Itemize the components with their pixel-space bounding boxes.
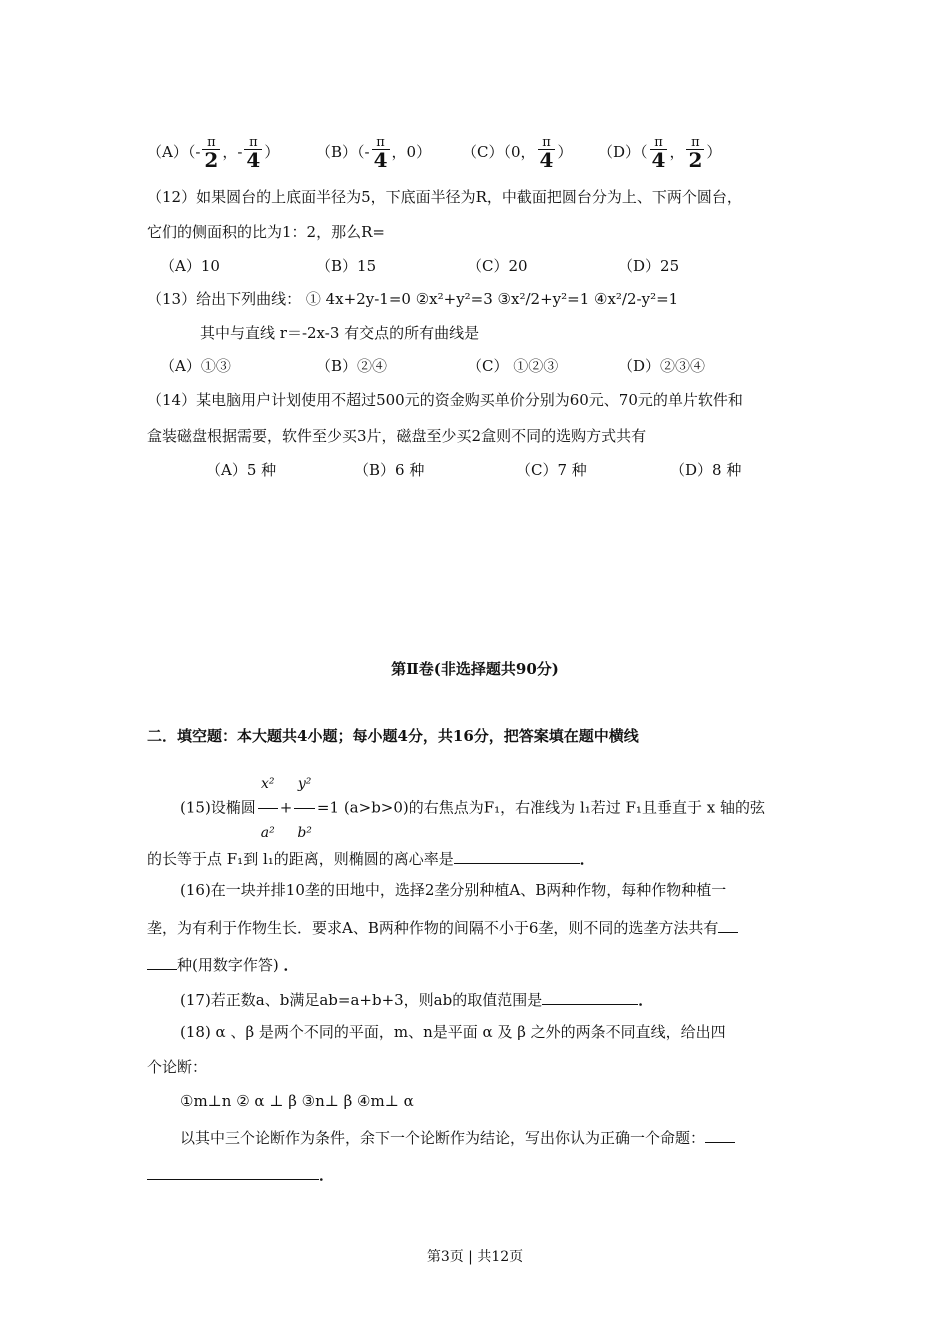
q12-line-1: （12）如果圆台的上底面半径为5，下底面半径为R，中截面把圆台分为上、下两个圆台， bbox=[147, 188, 742, 206]
q11-option-c: （C）（0， $\frac{\pi}{4}$ ） bbox=[462, 135, 573, 172]
q14-option-a: （A）5 种 bbox=[206, 461, 277, 479]
q17-line: (17)若正数a、b满足ab=a+b+3，则ab的取值范围是 ． bbox=[180, 988, 653, 1010]
q11-option-d: （D）（ $\frac{\pi}{4}$ ， $\frac{\pi}{2}$ ） bbox=[598, 135, 722, 172]
answer-blank-18-a[interactable] bbox=[705, 1126, 735, 1143]
q18-line-2: 个论断： bbox=[147, 1058, 208, 1076]
fraction-pi-over-4: $\frac{\pi}{4}$ bbox=[373, 135, 388, 172]
q12-option-b: （B）15 bbox=[316, 257, 377, 275]
q13-line-2: 其中与直线 r＝-2x-3 有交点的所有曲线是 bbox=[200, 324, 480, 342]
q14-option-d: （D）8 种 bbox=[670, 461, 742, 479]
q13-option-a: （A）①③ bbox=[160, 357, 231, 375]
fraction-pi-over-4: $\frac{\pi}{4}$ bbox=[651, 135, 666, 172]
q18-line-4: 以其中三个论断作为条件，余下一个论断作为结论，写出你认为正确一个命题： bbox=[180, 1126, 735, 1148]
q18-line-5: ． bbox=[147, 1163, 334, 1185]
q15-line-1: (15)设椭圆 $\frac{\text{x²}}{\text{a²}}$ + $\frac{\text{y²}}{\text{b²}}$ =1 (a>b>0)的右焦点为F₁，右准线为 l₁若过 F₁且垂直于 x 轴的弦 bbox=[180, 762, 765, 855]
answer-blank-16-a[interactable] bbox=[718, 916, 738, 933]
fraction-x2-over-a2: $\frac{\text{x²}}{\text{a²}}$ bbox=[258, 762, 278, 855]
fraction-pi-over-2: $\frac{\pi}{2}$ bbox=[688, 135, 703, 172]
fraction-pi-over-4: $\frac{\pi}{4}$ bbox=[539, 135, 554, 172]
page-footer: 第3页 | 共12页 bbox=[426, 1249, 524, 1265]
answer-blank-18-b[interactable] bbox=[147, 1163, 319, 1180]
q12-option-c: （C）20 bbox=[467, 257, 528, 275]
q18-line-1: (18) α 、β 是两个不同的平面，m、n是平面 α 及 β 之外的两条不同直线，给出四 bbox=[180, 1023, 726, 1041]
q14-line-1: （14）某电脑用户计划使用不超过500元的资金购买单价分别为60元、70元的单片软件和 bbox=[147, 391, 743, 409]
section-2-heading: 二．填空题：本大题共4小题；每小题4分，共16分，把答案填在题中横线 bbox=[147, 727, 639, 745]
q13-option-b: （B）②④ bbox=[316, 357, 388, 375]
q15-line-2: 的长等于点 F₁到 l₁的距离，则椭圆的离心率是 ． bbox=[147, 847, 595, 869]
q14-option-c: （C）7 种 bbox=[516, 461, 587, 479]
q16-line-3: 种(用数字作答) ． bbox=[147, 953, 299, 975]
fraction-pi-over-4: $\frac{\pi}{4}$ bbox=[246, 135, 261, 172]
section-2-title: 第Ⅱ卷(非选择题共90分) bbox=[391, 660, 559, 678]
q12-option-a: （A）10 bbox=[160, 257, 220, 275]
q18-line-3: ①m⊥n ② α ⊥ β ③n⊥ β ④m⊥ α bbox=[180, 1092, 414, 1110]
fraction-pi-over-2: $\frac{\pi}{2}$ bbox=[204, 135, 219, 172]
q13-option-c: （C） ①②③ bbox=[467, 357, 559, 375]
q12-option-d: （D）25 bbox=[618, 257, 680, 275]
answer-blank-17[interactable] bbox=[542, 988, 638, 1005]
q11-option-b: （B）（- $\frac{\pi}{4}$ ，0） bbox=[316, 135, 432, 172]
q12-line-2: 它们的侧面积的比为1：2，那么R= bbox=[147, 223, 385, 241]
q14-option-b: （B）6 种 bbox=[354, 461, 425, 479]
q13-option-d: （D）②③④ bbox=[618, 357, 706, 375]
q16-line-2: 垄，为有利于作物生长．要求A、B两种作物的间隔不小于6垄，则不同的选垄方法共有 bbox=[147, 916, 738, 938]
answer-blank-16-b[interactable] bbox=[147, 953, 177, 970]
q14-line-2: 盒装磁盘根据需要，软件至少买3片，磁盘至少买2盒则不同的选购方式共有 bbox=[147, 427, 647, 445]
q11-option-a: （A）（- $\frac{\pi}{2}$ ，- $\frac{\pi}{4}$ ） bbox=[147, 135, 280, 172]
q13-line-1: （13）给出下列曲线： ① 4x+2y-1=0 ②x²+y²=3 ③x²/2+y²=1 ④x²/2-y²=1 bbox=[147, 290, 679, 308]
fraction-y2-over-b2: $\frac{\text{y²}}{\text{b²}}$ bbox=[294, 762, 315, 855]
answer-blank-15[interactable] bbox=[454, 847, 580, 864]
q16-line-1: (16)在一块并排10垄的田地中，选择2垄分别种植A、B两种作物，每种作物种植一 bbox=[180, 881, 727, 899]
